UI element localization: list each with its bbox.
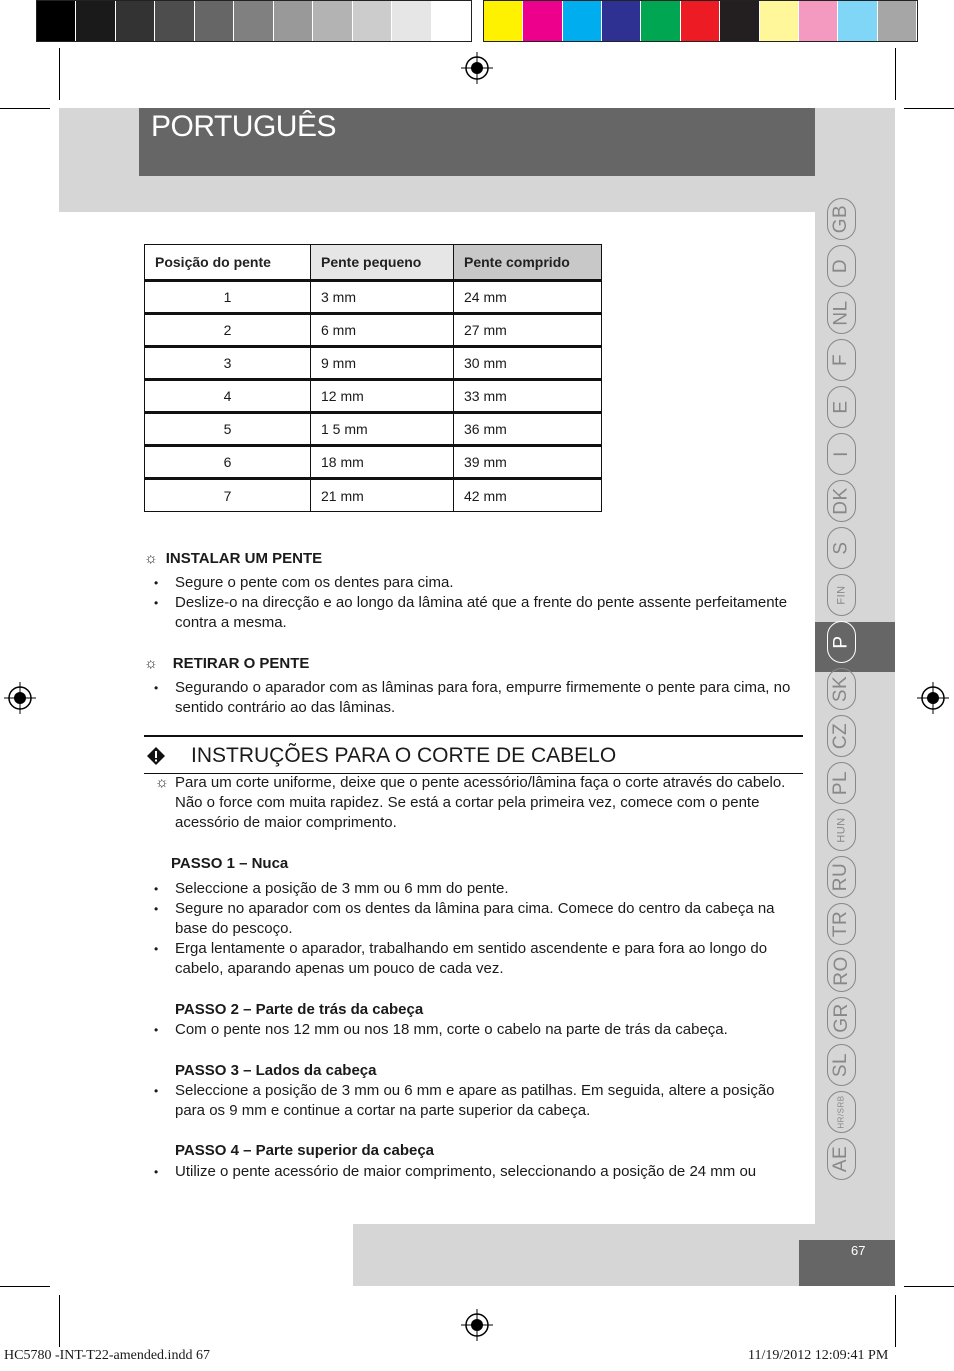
color-swatch bbox=[484, 1, 523, 41]
table-cell: 3 bbox=[145, 347, 311, 380]
list-item: • Com o pente nos 12 mm ou nos 18 mm, corte o cabelo na parte de trás da cabeça. bbox=[152, 1020, 802, 1040]
language-tab-label: FIN bbox=[835, 585, 848, 605]
step1-heading: PASSO 1 – Nuca bbox=[171, 855, 289, 872]
language-tab-label: AE bbox=[830, 1145, 852, 1173]
language-tab-label: I bbox=[830, 451, 852, 457]
table-row bbox=[145, 314, 602, 347]
registration-mark-icon bbox=[4, 682, 36, 714]
crop-mark bbox=[904, 108, 954, 109]
color-swatch bbox=[563, 1, 602, 41]
step3-bullets bbox=[152, 1081, 802, 1121]
remove-heading bbox=[144, 654, 309, 674]
table-row bbox=[145, 413, 602, 446]
language-tab-ru[interactable] bbox=[827, 856, 856, 898]
install-heading-text: INSTALAR UM PENTE bbox=[165, 550, 323, 567]
language-tab-nl[interactable] bbox=[827, 292, 856, 334]
crop-mark bbox=[904, 1286, 954, 1287]
table-header-row bbox=[145, 245, 602, 281]
language-tab-label: SK bbox=[830, 675, 852, 703]
table-cell: 7 bbox=[145, 479, 311, 512]
color-swatch bbox=[523, 1, 562, 41]
language-tab-s[interactable] bbox=[827, 527, 856, 569]
page-number: 67 bbox=[851, 1243, 866, 1258]
remove-bullets bbox=[152, 678, 802, 718]
language-tab-d[interactable] bbox=[827, 245, 856, 287]
list-item: • Segure no aparador com os dentes da lâmina para cima. Comece do centro da cabeça na base do pescoço. bbox=[152, 899, 802, 939]
grayscale-color-bar bbox=[36, 0, 472, 42]
color-swatch bbox=[760, 1, 799, 41]
color-swatch bbox=[313, 1, 352, 41]
language-tab-e[interactable] bbox=[827, 386, 856, 428]
language-tab-hun[interactable] bbox=[827, 809, 856, 851]
crop-mark bbox=[0, 108, 50, 109]
color-swatch bbox=[432, 1, 471, 41]
language-tab-label: NL bbox=[830, 300, 852, 326]
language-tab-label: CZ bbox=[830, 722, 852, 750]
color-swatch bbox=[602, 1, 641, 41]
list-item: • Erga lentamente o aparador, trabalhando em sentido ascendente e para fora ao longo do cabelo, aparando apenas um pouco de cada vez. bbox=[152, 939, 802, 979]
table-cell: 2 bbox=[145, 314, 311, 347]
table-cell: 5 bbox=[145, 413, 311, 446]
language-tab-fin[interactable] bbox=[827, 574, 856, 616]
step3-heading: PASSO 3 – Lados da cabeça bbox=[175, 1062, 377, 1079]
language-tab-hr-srb[interactable] bbox=[827, 1091, 856, 1133]
table-cell: 1 5 mm bbox=[311, 413, 454, 446]
language-tab-ae[interactable] bbox=[827, 1138, 856, 1180]
color-swatch bbox=[878, 1, 917, 41]
list-item: • Deslize-o na direcção e ao longo da lâmina até que a frente do pente assente perfeitamente contra a mesma. bbox=[152, 593, 802, 633]
language-tab-label: HUN bbox=[835, 817, 848, 843]
language-tab-i[interactable] bbox=[827, 433, 856, 475]
language-tab-pl[interactable] bbox=[827, 762, 856, 804]
table-cell: 3 mm bbox=[311, 281, 454, 314]
table-row bbox=[145, 479, 602, 512]
install-bullets bbox=[152, 573, 802, 633]
language-tab-label: F bbox=[830, 353, 852, 367]
table-cell: 9 mm bbox=[311, 347, 454, 380]
table-cell: 12 mm bbox=[311, 380, 454, 413]
language-tab-label: S bbox=[830, 541, 852, 555]
table-cell: 4 bbox=[145, 380, 311, 413]
language-tab-sk[interactable] bbox=[827, 668, 856, 710]
comb-position-table bbox=[144, 244, 602, 512]
install-heading bbox=[144, 549, 322, 569]
step4-heading: PASSO 4 – Parte superior da cabeça bbox=[175, 1142, 435, 1159]
table-row bbox=[145, 380, 602, 413]
color-swatch bbox=[392, 1, 431, 41]
language-tab-sl[interactable] bbox=[827, 1044, 856, 1086]
color-swatch bbox=[37, 1, 76, 41]
step1-bullets bbox=[152, 879, 802, 979]
color-swatch bbox=[274, 1, 313, 41]
language-tab-label: GB bbox=[830, 204, 852, 234]
language-tab-label: TR bbox=[830, 910, 852, 938]
language-tab-label: P bbox=[830, 635, 852, 649]
remove-heading-text: RETIRAR O PENTE bbox=[172, 655, 310, 672]
table-cell: 21 mm bbox=[311, 479, 454, 512]
table-cell: 18 mm bbox=[311, 446, 454, 479]
list-item: • Segure o pente com os dentes para cima. bbox=[152, 573, 802, 593]
language-tab-dk[interactable] bbox=[827, 480, 856, 522]
section-intro-text: Para um corte uniforme, deixe que o pente acessório/lâmina faça o corte através do cabelo. Não o force com muita rapidez. Se está a cortar pela primeira vez, comece com o pente acessório de maior comprimento. bbox=[175, 774, 786, 831]
registration-mark-icon bbox=[917, 682, 949, 714]
crop-mark bbox=[59, 1295, 60, 1347]
table-header-cell: Posição do pente bbox=[145, 245, 311, 281]
section-intro bbox=[155, 773, 805, 833]
table-header-cell: Pente comprido bbox=[454, 245, 602, 281]
language-tab-tr[interactable] bbox=[827, 903, 856, 945]
step4-bullets bbox=[152, 1162, 802, 1182]
color-swatch bbox=[155, 1, 194, 41]
color-swatch bbox=[76, 1, 115, 41]
file-slug: HC5780 -INT-T22-amended.indd 67 bbox=[4, 1348, 210, 1363]
color-swatch bbox=[641, 1, 680, 41]
language-tab-f[interactable] bbox=[827, 339, 856, 381]
color-swatch bbox=[720, 1, 759, 41]
table-header-cell: Pente pequeno bbox=[311, 245, 454, 281]
language-tab-label: PL bbox=[830, 770, 852, 796]
language-tab-label: GR bbox=[830, 1003, 852, 1033]
color-swatch bbox=[234, 1, 273, 41]
language-tab-label: RU bbox=[830, 862, 852, 892]
language-tab-label: D bbox=[830, 258, 852, 274]
list-item: • Seleccione a posição de 3 mm ou 6 mm do pente. bbox=[152, 879, 802, 899]
language-tab-ro[interactable] bbox=[827, 950, 856, 992]
crop-mark bbox=[895, 48, 896, 100]
language-tab-p[interactable] bbox=[827, 621, 856, 663]
sun-icon: ☼ bbox=[155, 774, 169, 791]
registration-mark-icon bbox=[461, 52, 493, 84]
table-cell: 27 mm bbox=[454, 314, 602, 347]
table-row bbox=[145, 347, 602, 380]
table-cell: 6 mm bbox=[311, 314, 454, 347]
sun-icon: ☼ bbox=[144, 550, 158, 567]
crop-mark bbox=[895, 1295, 896, 1347]
list-item: • Utilize o pente acessório de maior comprimento, seleccionando a posição de 24 mm ou bbox=[152, 1162, 802, 1182]
crop-mark bbox=[59, 48, 60, 100]
language-tab-label: E bbox=[830, 400, 852, 414]
registration-mark-icon bbox=[461, 1309, 493, 1341]
color-swatch bbox=[195, 1, 234, 41]
warning-icon bbox=[145, 745, 167, 767]
step2-heading: PASSO 2 – Parte de trás da cabeça bbox=[175, 1001, 424, 1018]
page-title: PORTUGUÊS bbox=[151, 110, 336, 143]
color-swatch bbox=[353, 1, 392, 41]
list-item: • Segurando o aparador com as lâminas para fora, empurre firmemente o pente para cima, no sentido contrário ao das lâminas. bbox=[152, 678, 802, 718]
table-cell: 42 mm bbox=[454, 479, 602, 512]
color-swatch bbox=[838, 1, 877, 41]
language-tab-label: DK bbox=[830, 487, 852, 515]
table-row bbox=[145, 446, 602, 479]
timestamp-slug: 11/19/2012 12:09:41 PM bbox=[748, 1348, 889, 1363]
color-swatch bbox=[681, 1, 720, 41]
table-row bbox=[145, 281, 602, 314]
table-cell: 30 mm bbox=[454, 347, 602, 380]
process-color-bar bbox=[483, 0, 918, 42]
table-cell: 24 mm bbox=[454, 281, 602, 314]
language-tab-label: SL bbox=[830, 1052, 852, 1078]
section-rule bbox=[144, 735, 803, 737]
language-tab-gr[interactable] bbox=[827, 997, 856, 1039]
crop-mark bbox=[0, 1286, 50, 1287]
color-swatch bbox=[116, 1, 155, 41]
table-cell: 1 bbox=[145, 281, 311, 314]
table-cell: 6 bbox=[145, 446, 311, 479]
table-cell: 36 mm bbox=[454, 413, 602, 446]
table-cell: 33 mm bbox=[454, 380, 602, 413]
language-tab-label: RO bbox=[830, 956, 852, 986]
color-swatch bbox=[799, 1, 838, 41]
list-item: • Seleccione a posição de 3 mm ou 6 mm e apare as patilhas. Em seguida, altere a posição para os 9 mm e continue a cortar na parte superior da cabeça. bbox=[152, 1081, 802, 1121]
step2-bullets bbox=[152, 1020, 802, 1040]
language-tab-label: HR/SRB bbox=[836, 1095, 846, 1129]
sun-icon: ☼ bbox=[144, 655, 158, 672]
language-tab-cz[interactable] bbox=[827, 715, 856, 757]
section-title: INSTRUÇÕES PARA O CORTE DE CABELO bbox=[191, 744, 617, 767]
page-number-box bbox=[799, 1240, 895, 1286]
language-tab-gb[interactable] bbox=[827, 198, 856, 240]
table-cell: 39 mm bbox=[454, 446, 602, 479]
table-body bbox=[145, 281, 602, 512]
